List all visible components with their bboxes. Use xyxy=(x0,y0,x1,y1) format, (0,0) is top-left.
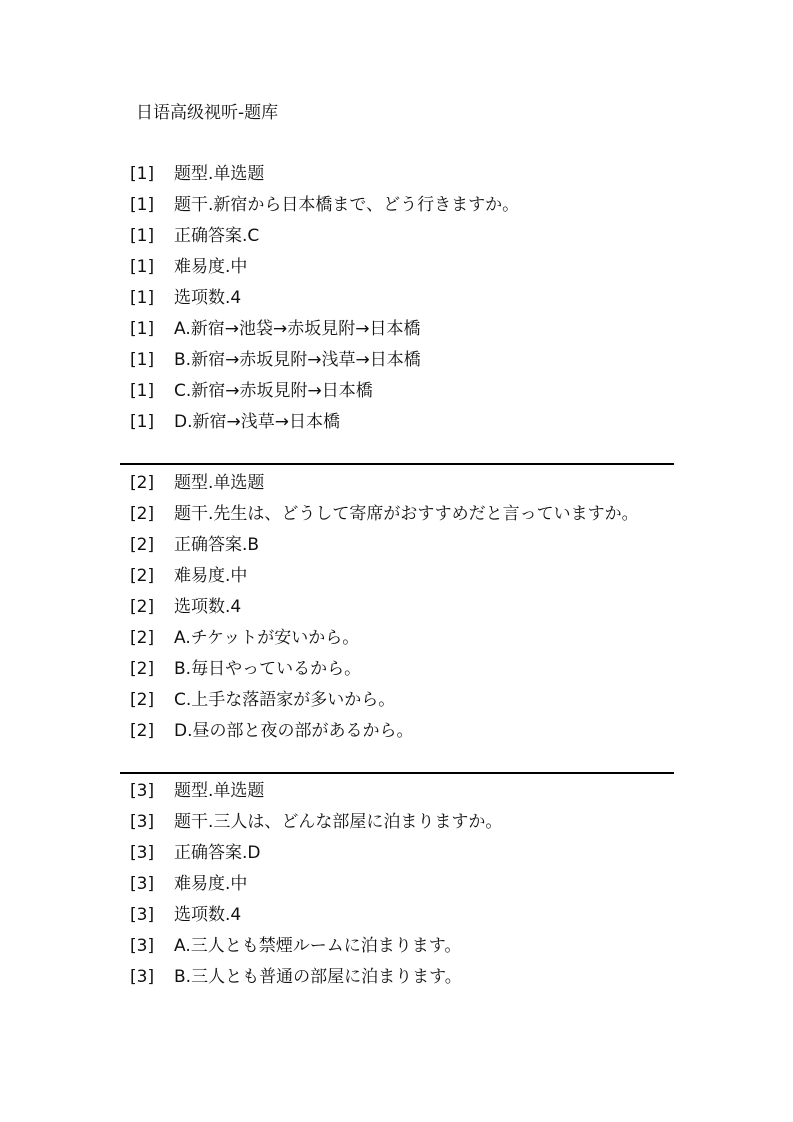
question-type: 题型.单选题 xyxy=(174,781,265,801)
question-type: 题型.单选题 xyxy=(174,473,265,493)
question-type-row xyxy=(0,779,793,810)
question-block-2 xyxy=(0,471,793,750)
option-row-a xyxy=(0,317,793,348)
question-index: [1] xyxy=(130,257,155,277)
question-stem-row xyxy=(0,502,793,533)
option-row-a xyxy=(0,934,793,965)
option-row-d xyxy=(0,719,793,750)
question-option-count-row xyxy=(0,903,793,934)
question-index: [1] xyxy=(130,350,155,370)
option-b: B.三人とも普通の部屋に泊まります。 xyxy=(174,967,462,987)
option-count: 选项数.4 xyxy=(174,905,242,925)
question-index: [2] xyxy=(130,504,155,524)
question-index: [3] xyxy=(130,843,155,863)
question-index: [1] xyxy=(130,319,155,339)
question-stem: 题干.三人は、どんな部屋に泊まりますか。 xyxy=(174,812,503,832)
option-c: C.上手な落語家が多いから。 xyxy=(174,690,396,710)
option-row-b xyxy=(0,348,793,379)
option-row-c xyxy=(0,379,793,410)
option-row-a xyxy=(0,626,793,657)
question-option-count-row xyxy=(0,286,793,317)
option-count: 选项数.4 xyxy=(174,597,242,617)
option-a: A.チケットが安いから。 xyxy=(174,628,360,648)
question-stem: 题干.先生は、どうして寄席がおすすめだと言っていますか。 xyxy=(174,504,639,524)
difficulty: 难易度.中 xyxy=(174,257,248,277)
question-stem-row xyxy=(0,810,793,841)
option-b: B.毎日やっているから。 xyxy=(174,659,362,679)
question-index: [1] xyxy=(130,288,155,308)
question-divider xyxy=(120,772,674,774)
question-index: [3] xyxy=(130,905,155,925)
question-index: [3] xyxy=(130,781,155,801)
question-index: [3] xyxy=(130,936,155,956)
question-type-row xyxy=(0,471,793,502)
option-count: 选项数.4 xyxy=(174,288,242,308)
question-difficulty-row xyxy=(0,564,793,595)
question-block-1 xyxy=(0,162,793,441)
question-index: [1] xyxy=(130,381,155,401)
question-index: [2] xyxy=(130,628,155,648)
page-title: 日语高级视听-题库 xyxy=(136,103,279,123)
option-a: A.三人とも禁煙ルームに泊まります。 xyxy=(174,936,462,956)
question-type: 题型.单选题 xyxy=(174,164,265,184)
difficulty: 难易度.中 xyxy=(174,874,248,894)
option-row-b xyxy=(0,965,793,996)
question-type-row xyxy=(0,162,793,193)
question-index: [2] xyxy=(130,659,155,679)
question-index: [2] xyxy=(130,473,155,493)
option-c: C.新宿→赤坂見附→日本橋 xyxy=(174,381,373,401)
difficulty: 难易度.中 xyxy=(174,566,248,586)
option-row-c xyxy=(0,688,793,719)
question-index: [3] xyxy=(130,967,155,987)
question-difficulty-row xyxy=(0,872,793,903)
question-difficulty-row xyxy=(0,255,793,286)
question-index: [3] xyxy=(130,874,155,894)
question-block-3 xyxy=(0,779,793,996)
question-index: [2] xyxy=(130,690,155,710)
question-answer-row xyxy=(0,533,793,564)
question-answer-row xyxy=(0,224,793,255)
option-b: B.新宿→赤坂見附→浅草→日本橋 xyxy=(174,350,421,370)
option-a: A.新宿→池袋→赤坂見附→日本橋 xyxy=(174,319,421,339)
correct-answer: 正确答案.B xyxy=(174,535,260,555)
question-index: [1] xyxy=(130,164,155,184)
question-index: [2] xyxy=(130,597,155,617)
option-d: D.新宿→浅草→日本橋 xyxy=(174,412,340,432)
question-index: [1] xyxy=(130,195,155,215)
question-index: [2] xyxy=(130,566,155,586)
question-index: [1] xyxy=(130,226,155,246)
question-answer-row xyxy=(0,841,793,872)
question-stem: 题干.新宿から日本橋まで、どう行きますか。 xyxy=(174,195,520,215)
option-d: D.昼の部と夜の部があるから。 xyxy=(174,721,414,741)
question-index: [2] xyxy=(130,535,155,555)
option-row-d xyxy=(0,410,793,441)
question-divider xyxy=(120,463,674,465)
option-row-b xyxy=(0,657,793,688)
correct-answer: 正确答案.D xyxy=(174,843,261,863)
question-stem-row xyxy=(0,193,793,224)
question-index: [3] xyxy=(130,812,155,832)
question-index: [2] xyxy=(130,721,155,741)
correct-answer: 正确答案.C xyxy=(174,226,260,246)
question-option-count-row xyxy=(0,595,793,626)
question-index: [1] xyxy=(130,412,155,432)
